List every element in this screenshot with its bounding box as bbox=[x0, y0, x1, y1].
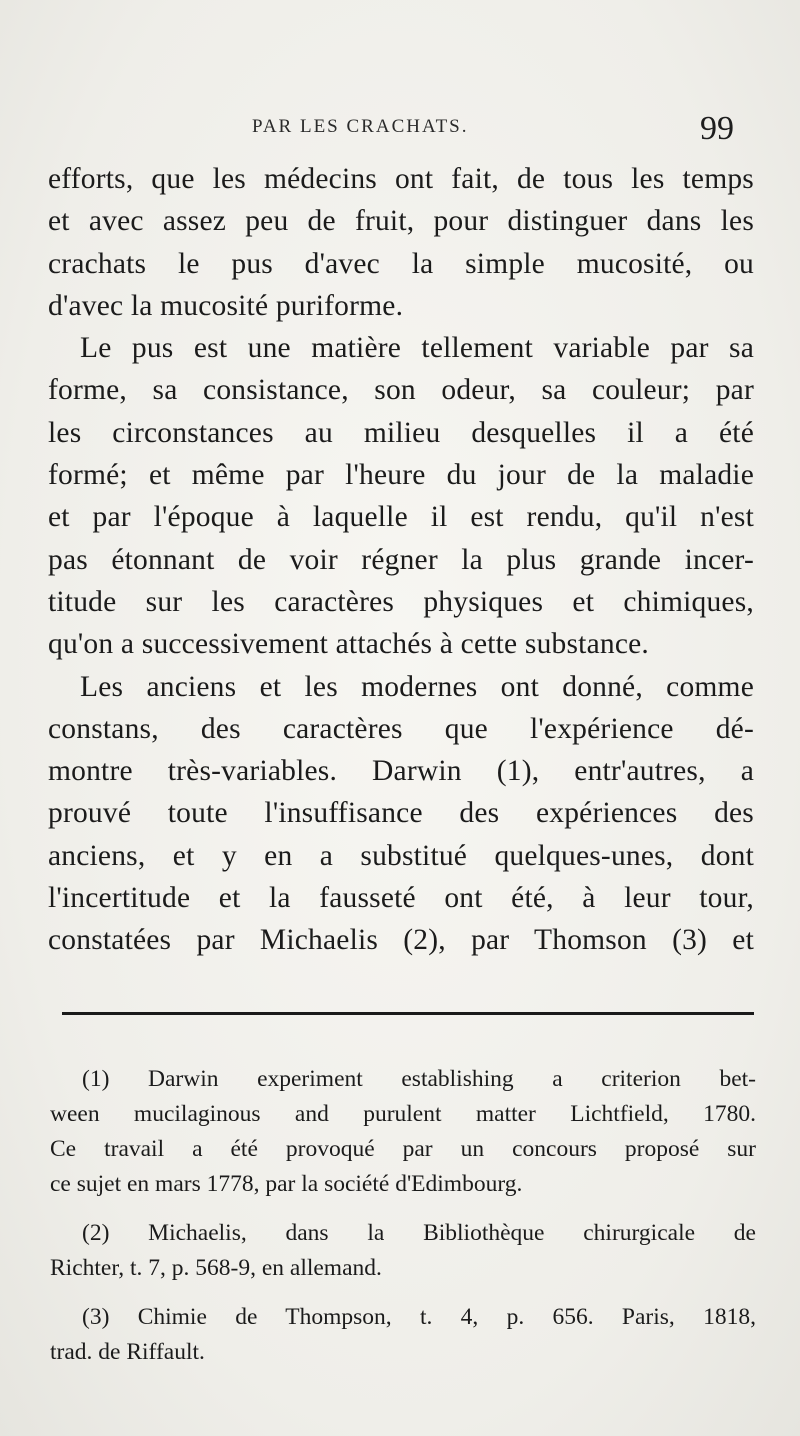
body-line: constatées par Michaelis (2), par Thomson (3) et bbox=[48, 924, 754, 957]
body-line: anciens, et y en a substitué quelques-unes, dont bbox=[48, 839, 754, 872]
body-line: qu'on a successivement attachés à cette substance. bbox=[48, 628, 649, 661]
body-line: d'avec la mucosité puriforme. bbox=[48, 289, 404, 322]
body-line: crachats le pus d'avec la simple mucosité, ou bbox=[48, 247, 754, 280]
running-title: PAR LES CRACHATS. bbox=[252, 116, 469, 137]
footnote-line: (1) Darwin experiment establishing a criterion bet- bbox=[82, 1066, 756, 1092]
footnote-line: Richter, t. 7, p. 568-9, en allemand. bbox=[50, 1255, 382, 1281]
body-line: et avec assez peu de fruit, pour distinguer dans les bbox=[48, 205, 754, 238]
body-line: pas étonnant de voir régner la plus grande incer- bbox=[48, 543, 754, 576]
footnote-3 bbox=[50, 1300, 756, 1370]
footnote-line: (3) Chimie de Thompson, t. 4, p. 656. Paris, 1818, bbox=[82, 1304, 756, 1330]
body-line: Les anciens et les modernes ont donné, comme bbox=[80, 670, 754, 703]
body-line: Le pus est une matière tellement variable par sa bbox=[80, 332, 754, 365]
body-line: efforts, que les médecins ont fait, de tous les temps bbox=[48, 163, 754, 195]
running-header bbox=[0, 110, 800, 150]
body-text bbox=[48, 158, 754, 962]
footnote-1 bbox=[50, 1062, 756, 1202]
body-line: et par l'époque à laquelle il est rendu, qu'il n'est bbox=[48, 501, 754, 534]
footnote-line: trad. de Riffault. bbox=[50, 1339, 205, 1365]
page-number: 99 bbox=[700, 110, 734, 147]
footnote-2 bbox=[50, 1216, 756, 1286]
body-line: montre très-variables. Darwin (1), entr'autres, a bbox=[48, 755, 754, 788]
footnotes bbox=[50, 1062, 756, 1370]
footnote-line: ween mucilaginous and purulent matter Lichtfield, 1780. bbox=[50, 1101, 756, 1127]
footnote-line: ce sujet en mars 1778, par la société d'Edimbourg. bbox=[50, 1171, 523, 1197]
body-line: forme, sa consistance, son odeur, sa couleur; par bbox=[48, 374, 754, 407]
footnote-rule bbox=[62, 1012, 754, 1015]
body-line: formé; et même par l'heure du jour de la maladie bbox=[48, 459, 754, 492]
body-line: prouvé toute l'insuffisance des expériences des bbox=[48, 797, 754, 830]
body-line: constans, des caractères que l'expérience dé- bbox=[48, 712, 754, 745]
body-line: les circonstances au milieu desquelles il a été bbox=[48, 416, 754, 449]
body-line: titude sur les caractères physiques et chimiques, bbox=[48, 585, 754, 618]
footnote-line: (2) Michaelis, dans la Bibliothèque chirurgicale de bbox=[82, 1220, 756, 1246]
footnote-line: Ce travail a été provoqué par un concours proposé sur bbox=[50, 1136, 756, 1162]
body-line: l'incertitude et la fausseté ont été, à leur tour, bbox=[48, 882, 754, 915]
